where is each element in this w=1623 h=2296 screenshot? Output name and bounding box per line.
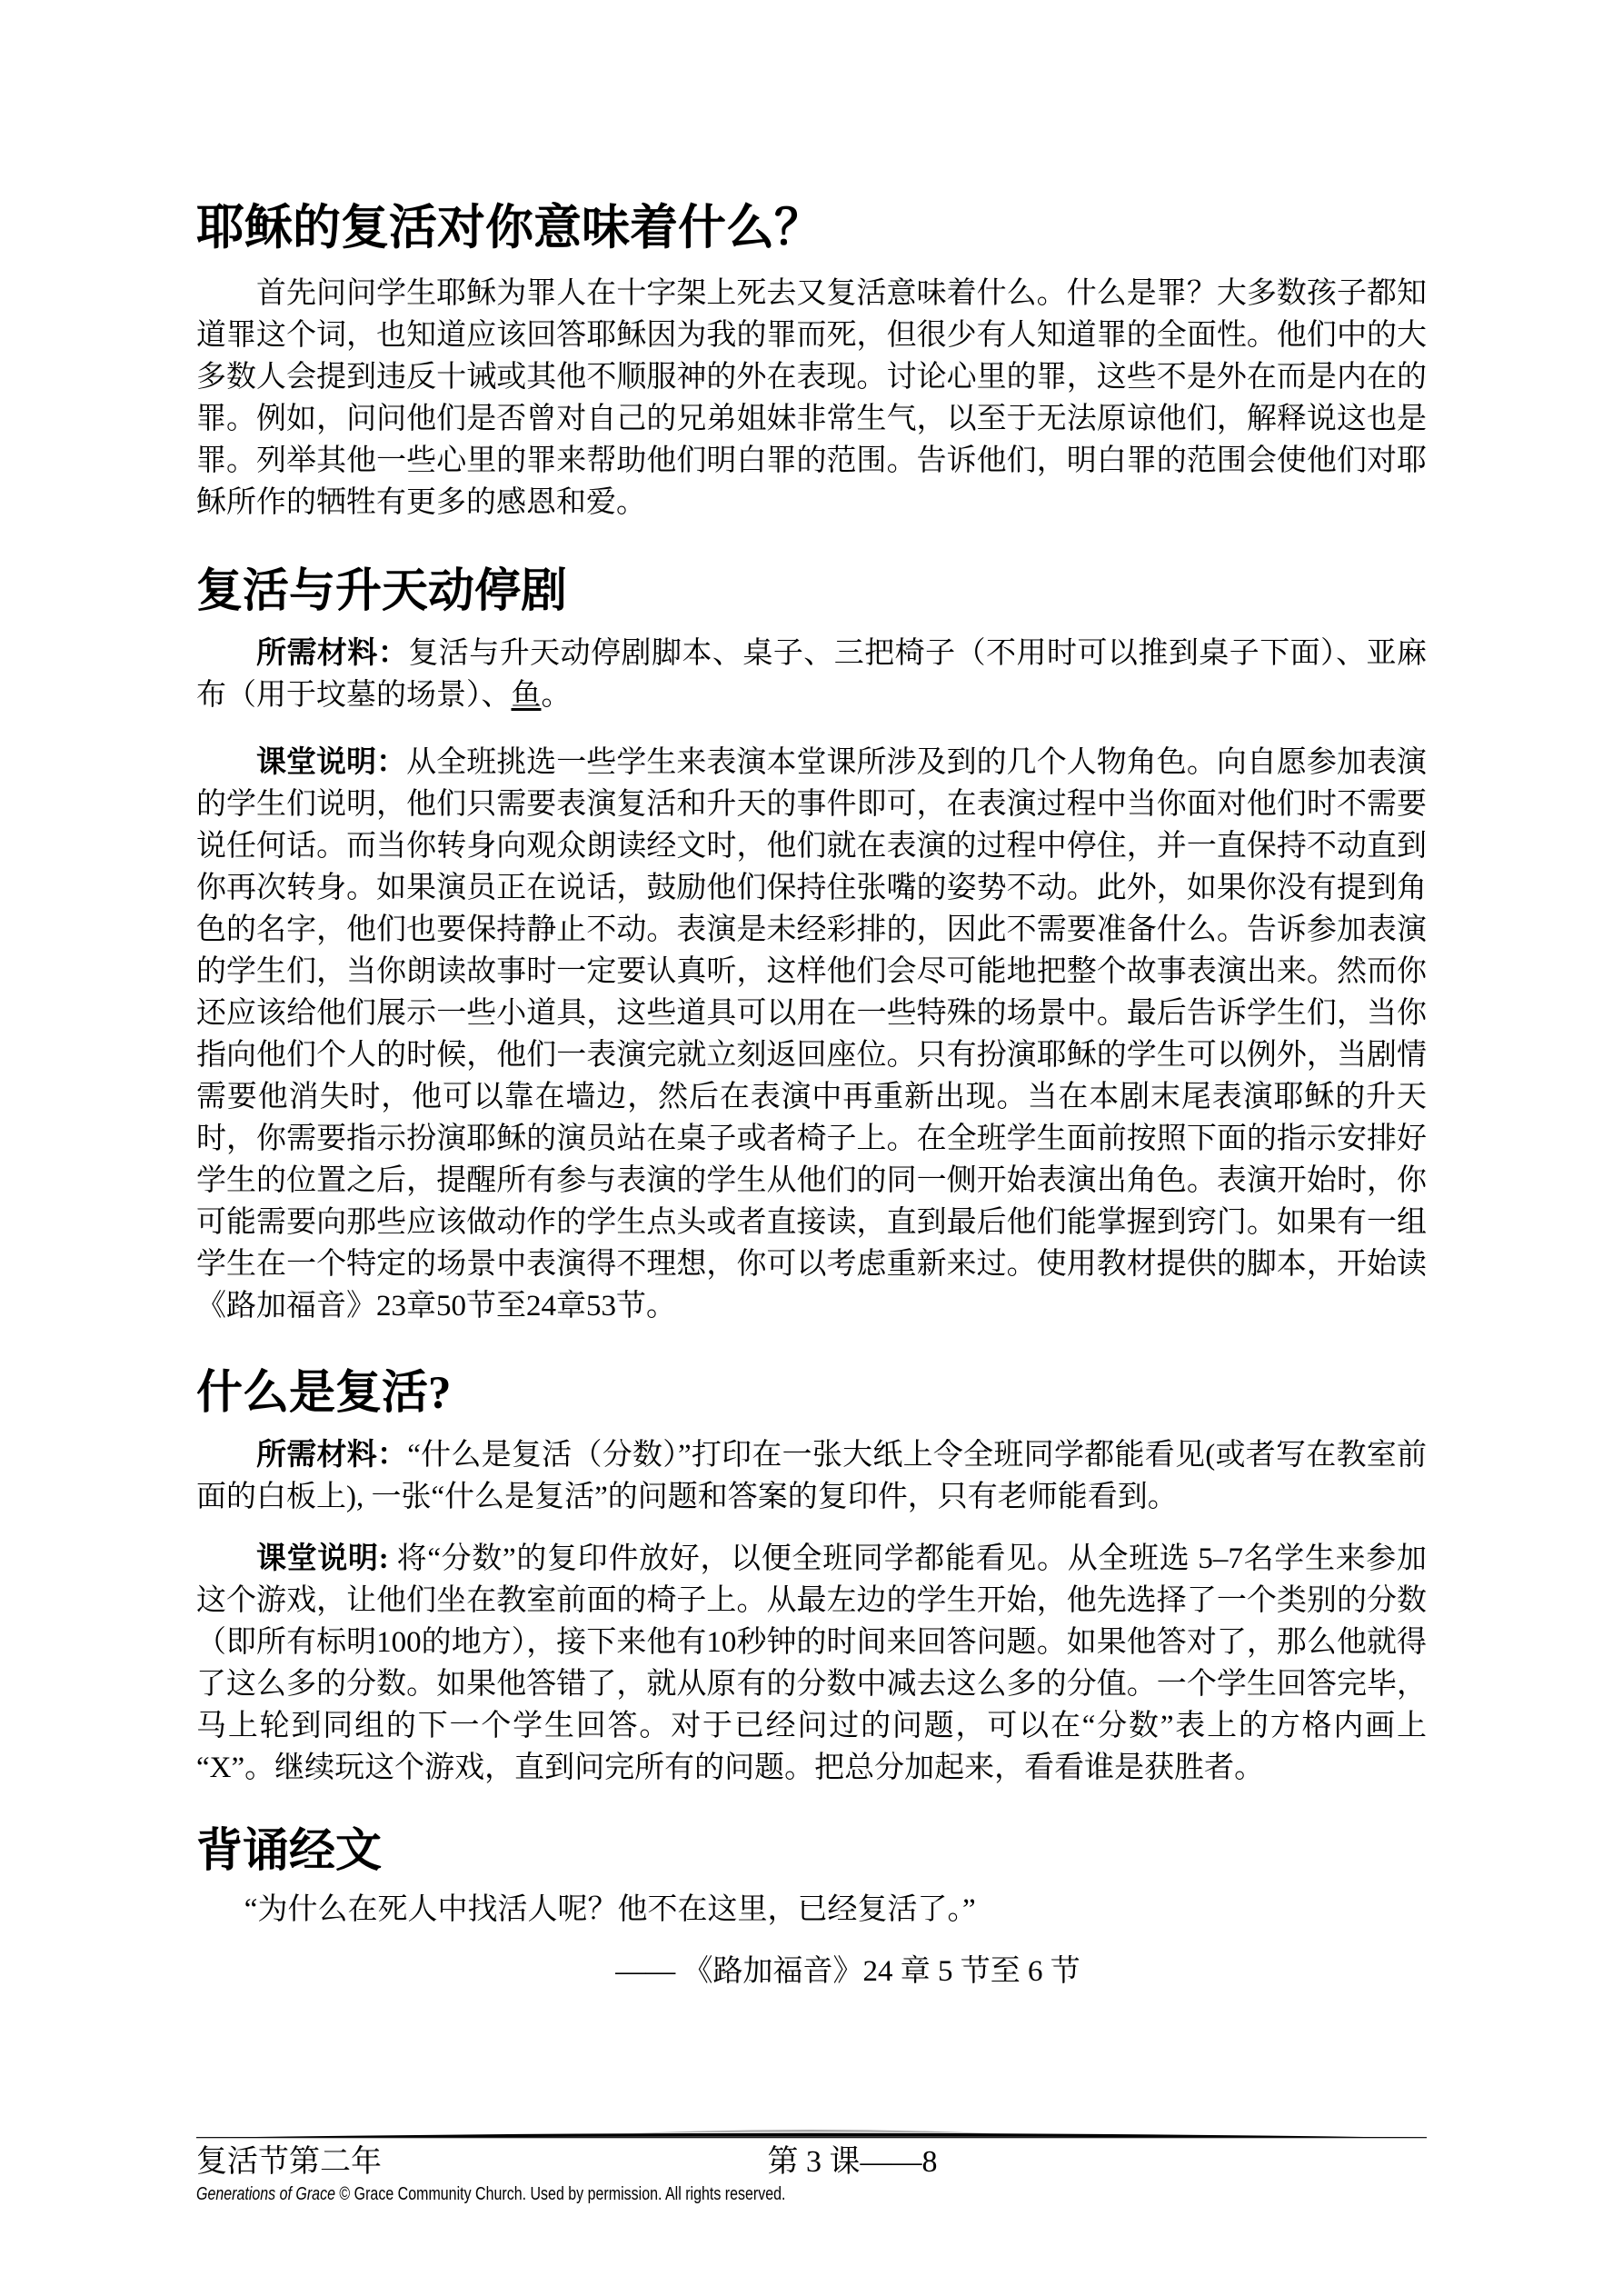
- copyright-title: Generations of Grace: [196, 2184, 335, 2204]
- intro-text: 首先问问学生耶稣为罪人在十字架上死去又复活意味着什么。什么是罪？大多数孩子都知道罪这个词，也知道应该回答耶稣因为我的罪而死，但很少有人知道罪的全面性。他们中的大多数人会提到违反十诫或其他不顺服神的外在表现。讨论心里的罪，这些不是外在而是内在的罪。例如，问问他们是否曾对自己的兄弟姐妹非常生气，以至于无法原谅他们，解释说这也是罪。列举其他一些心里的罪来帮助他们明白罪的范围。告诉他们，明白罪的范围会使他们对耶稣所作的牺牲有更多的感恩和爱。: [196, 277, 1427, 519]
- heading-resurrection-ascension-drama: 复活与升天动停剧: [196, 566, 568, 617]
- footer-series-title: 复活节第二年: [196, 2145, 382, 2179]
- paragraph-materials-quiz: [196, 1434, 1427, 1518]
- footer: [196, 2141, 1427, 2183]
- paragraph-intro: [196, 273, 1427, 524]
- page-content: [196, 0, 1427, 1992]
- materials-underlined-word: 鱼: [511, 679, 542, 712]
- paragraph-class-notes-quiz: [196, 1538, 1427, 1789]
- paragraph-class-notes-drama: [196, 742, 1427, 1327]
- class-notes-text: 将“分数”的复印件放好，以便全班同学都能看见。从全班选 5–7名学生来参加这个游戏，让他们坐在教室前面的椅子上。从最左边的学生开始，他先选择了一个类别的分数（即所有标明100的地方），接下来他有10秒钟的时间来回答问题。如果他答对了，那么他就得了这么多的分数。如果他答错了，就从原有的分数中减去这么多的分值。一个学生回答完毕，马上轮到同组的下一个学生回答。对于已经问过的问题，可以在“分数”表上的方格内画上“X”。继续玩这个游戏，直到问完所有的问题。把总分加起来，看看谁是获胜者。: [196, 1542, 1427, 1784]
- heading-what-does-resurrection-mean: 耶稣的复活对你意味着什么？: [196, 202, 822, 255]
- memory-verse-text: “为什么在死人中找活人呢？他不在这里，已经复活了。”: [244, 1893, 976, 1926]
- heading-what-is-resurrection: 什么是复活?: [196, 1368, 452, 1419]
- footer-copyright: [196, 2183, 786, 2205]
- class-notes-text: 从全班挑选一些学生来表演本堂课所涉及到的几个人物角色。向自愿参加表演的学生们说明，他们只需要表演复活和升天的事件即可，在表演过程中当你面对他们时不需要说任何话。而当你转身向观众朗读经文时，他们就在表演的过程中停住，并一直保持不动直到你再次转身。如果演员正在说话，鼓励他们保持住张嘴的姿势不动。此外，如果你没有提到角色的名字，他们也要保持静止不动。表演是未经彩排的，因此不需要准备什么。告诉参加表演的学生们，当你朗读故事时一定要认真听，这样他们会尽可能地把整个故事表演出来。然而你还应该给他们展示一些小道具，这些道具可以用在一些特殊的场景中。最后告诉学生们，当你指向他们个人的时候，他们一表演完就立刻返回座位。只有扮演耶稣的学生可以例外，当剧情需要他消失时，他可以靠在墙边，然后在表演中再重新出现。当在本剧末尾表演耶稣的升天时，你需要指示扮演耶稣的演员站在桌子或者椅子上。在全班学生面前按照下面的指示安排好学生的位置之后，提醒所有参与表演的学生从他们的同一侧开始表演出角色。表演开始时，你可能需要向那些应该做动作的学生点头或者直接读，直到最后他们能掌握到窍门。如果有一组学生在一个特定的场景中表演得不理想，你可以考虑重新来过。使用教材提供的脚本，开始读《路加福音》23章50节至24章53节。: [196, 746, 1428, 1323]
- heading-memory-verse: 背诵经文: [196, 1826, 383, 1877]
- materials-text: “什么是复活（分数）”打印在一张大纸上令全班同学都能看见(或者写在教室前面的白板上), 一张“什么是复活”的问题和答案的复印件，只有老师能看到。: [196, 1439, 1427, 1513]
- footer-page-number: 第 3 课——8: [767, 2145, 938, 2179]
- materials-label: 所需材料：: [256, 1439, 408, 1472]
- copyright-text: © Grace Community Church. Used by permission. All rights reserved.: [334, 2184, 786, 2204]
- paragraph-materials-drama: [196, 633, 1427, 716]
- materials-label: 所需材料：: [256, 637, 409, 670]
- class-notes-label: 课堂说明:: [256, 1542, 389, 1575]
- materials-text: 复活与升天动停剧脚本、桌子、三把椅子（不用时可以推到桌子下面）、亚麻布（用于坟墓的场景）、: [196, 637, 1428, 712]
- class-notes-label: 课堂说明：: [256, 746, 407, 779]
- memory-verse-reference: —— 《路加福音》24 章 5 节至 6 节: [615, 1955, 1080, 1988]
- materials-text-tail: 。: [541, 679, 572, 712]
